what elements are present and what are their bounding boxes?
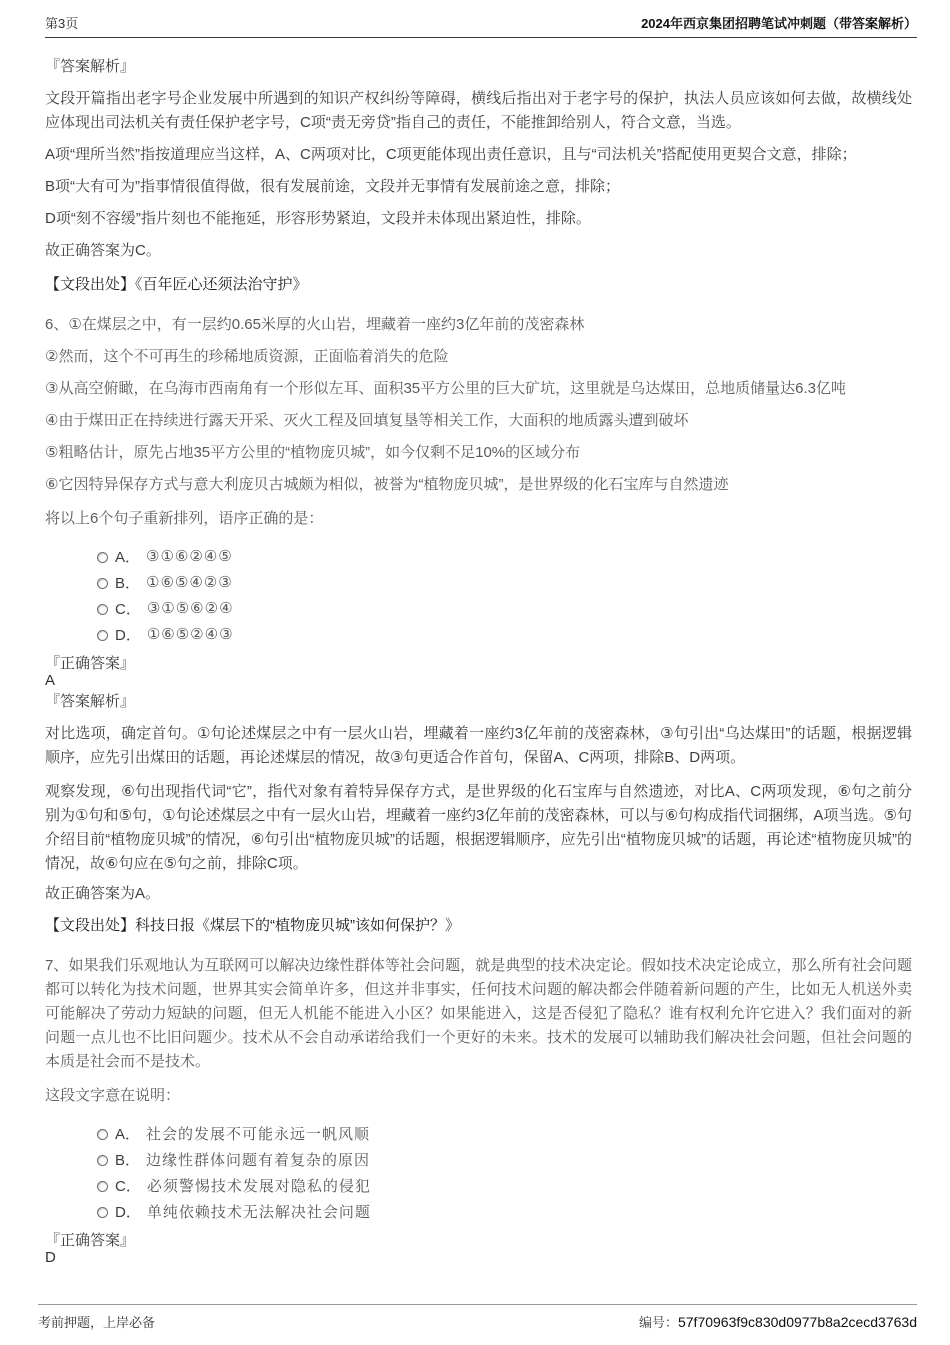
option-letter: B． — [115, 574, 141, 592]
analysis-label: 『答案解析』 — [45, 693, 136, 710]
question-prompt: 这段文字意在说明： — [45, 1087, 181, 1104]
radio-button[interactable] — [97, 604, 108, 615]
analysis-paragraph: B项“大有可为”指事情很值得做，很有发展前途，文段并无事情有发展前途之意，排除； — [45, 178, 620, 195]
option-row-a[interactable] — [45, 1120, 912, 1146]
radio-button[interactable] — [97, 630, 108, 641]
option-row-a[interactable] — [45, 543, 912, 569]
correct-answer-label: 『正确答案』 — [45, 1232, 136, 1249]
correct-answer-label: 『正确答案』 — [45, 655, 136, 672]
option-text: 边缘性群体问题有着复杂的原因 — [146, 1151, 371, 1169]
analysis-paragraph: 对比选项，确定首句。①句论述煤层之中有一层火山岩，埋藏着一座约3亿年前的茂密森林，③句引出“乌达煤田”的话题，根据逻辑顺序，应先引出煤田的话题，再论述煤层的情况，故③句更适合作首句，保留A、C两项，排除B、D两项。 — [45, 725, 912, 766]
analysis-paragraph: 观察发现，⑥句出现指代词“它”，指代对象有着特异保存方式，是世界级的化石宝库与自然遗迹，对比A、C两项发现，⑥句之前分别为①句和⑤句，①句论述煤层之中有一层火山岩，埋藏着一座约3亿年前的茂密森林，可以与⑥句构成指代词捆绑，A项当选。⑤句介绍目前“植物庞贝城”的情况，⑥句引出“植物庞贝城”的话题，根据逻辑顺序，应先引出“植物庞贝城”的话题，再论述“植物庞贝城”的情况，故⑥句应在⑤句之前，排除C项。 — [45, 783, 912, 872]
analysis-label: 『答案解析』 — [45, 58, 136, 75]
question-sentence: ②然而，这个不可再生的珍稀地质资源，正面临着消失的危险 — [45, 348, 449, 365]
analysis-paragraph: A项“理所当然”指按道理应当这样，A、C两项对比，C项更能体现出责任意识，且与“司法机关”搭配使用更契合文意，排除； — [45, 146, 857, 163]
correct-answer-value: A — [45, 672, 56, 689]
radio-button[interactable] — [97, 1155, 108, 1166]
option-letter: D． — [115, 626, 141, 644]
serial-label: 编号： — [638, 1315, 678, 1330]
question-sentence: ③从高空俯瞰，在乌海市西南角有一个形似左耳、面积35平方公里的巨大矿坑，这里就是乌达煤田，总地质储量达6.3亿吨 — [45, 380, 846, 397]
option-letter: C． — [115, 1177, 141, 1195]
page-footer — [38, 1304, 917, 1331]
option-text: 单纯依赖技术无法解决社会问题 — [146, 1203, 371, 1221]
question-sentence: ⑥它因特异保存方式与意大利庞贝古城颇为相似，被誉为“植物庞贝城”，是世界级的化石宝库与自然遗迹 — [45, 476, 729, 493]
radio-button[interactable] — [97, 1181, 108, 1192]
option-row-b[interactable] — [45, 569, 912, 595]
question-sentence: ⑤粗略估计，原先占地35平方公里的“植物庞贝城”，如今仅剩不足10%的区域分布 — [45, 444, 581, 461]
radio-button[interactable] — [97, 578, 108, 589]
analysis-paragraph: 文段开篇指出老字号企业发展中所遇到的知识产权纠纷等障碍，横线后指出对于老字号的保护，执法人员应该如何去做，故横线处应体现出司法机关有责任保护老字号，C项“责无旁贷”指自己的责任，不能推卸给别人，符合文意，当选。 — [45, 90, 912, 131]
conclusion-text: 故正确答案为A。 — [45, 885, 161, 902]
option-text: ①⑥⑤②④③ — [146, 626, 234, 643]
question-prompt: 将以上6个句子重新排列，语序正确的是： — [45, 510, 324, 527]
option-row-d[interactable] — [45, 1198, 912, 1224]
option-text: ①⑥⑤④②③ — [146, 574, 233, 591]
footer-slogan: 考前押题，上岸必备 — [38, 1315, 156, 1330]
q6-options — [45, 543, 912, 647]
serial-number: 57f70963f9c830d0977b8a2cecd3763d — [677, 1314, 917, 1330]
option-text: 必须警惕技术发展对隐私的侵犯 — [146, 1177, 371, 1195]
correct-answer-value: D — [45, 1249, 56, 1266]
document-title: 2024年西京集团招聘笔试冲刺题（带答案解析） — [641, 16, 917, 31]
option-row-d[interactable] — [45, 621, 912, 647]
source-reference: 【文段出处】《百年匠心还须法治守护》 — [45, 276, 308, 293]
option-text: ③①⑤⑥②④ — [146, 600, 234, 617]
radio-button[interactable] — [97, 1207, 108, 1218]
option-row-c[interactable] — [45, 1172, 912, 1198]
option-letter: A． — [115, 1125, 141, 1143]
question-sentence: ④由于煤田正在持续进行露天开采、灭火工程及回填复垦等相关工作，大面积的地质露头遭到破坏 — [45, 412, 689, 429]
option-text: ③①⑥②④⑤ — [146, 548, 233, 565]
question-stem: 7、如果我们乐观地认为互联网可以解决边缘性群体等社会问题，就是典型的技术决定论。假如技术决定论成立，那么所有社会问题都可以转化为技术问题，世界其实会简单许多，但这并非事实，任何技术问题的解决都会伴随着新问题的产生，比如无人机送外卖可能解决了劳动力短缺的问题，但无人机能不能进入小区？如果能进入，这是否侵犯了隐私？谁有权利允许它进入？我们面对的新问题一点儿也不比旧问题少。技术从不会自动承诺给我们一个更好的未来。技术的发展可以辅助我们解决社会问题，但社会问题的本质是社会而不是技术。 — [45, 957, 912, 1070]
footer-serial — [639, 1312, 917, 1331]
option-row-c[interactable] — [45, 595, 912, 621]
page-number: 第3页 — [45, 16, 79, 31]
analysis-paragraph: D项“刻不容缓”指片刻也不能拖延，形容形势紧迫，文段并未体现出紧迫性，排除。 — [45, 210, 591, 227]
radio-button[interactable] — [97, 552, 108, 563]
q7-options — [45, 1120, 912, 1224]
option-letter: B． — [115, 1151, 141, 1169]
option-letter: C． — [115, 600, 141, 618]
page-header — [45, 0, 917, 38]
document-body — [0, 38, 950, 1266]
question-sentence: 6、①在煤层之中，有一层约0.65米厚的火山岩，埋藏着一座约3亿年前的茂密森林 — [45, 316, 585, 333]
option-row-b[interactable] — [45, 1146, 912, 1172]
option-text: 社会的发展不可能永远一帆风顺 — [146, 1125, 371, 1143]
radio-button[interactable] — [97, 1129, 108, 1140]
source-reference: 【文段出处】科技日报《煤层下的“植物庞贝城”该如何保护？》 — [45, 917, 460, 934]
conclusion-text: 故正确答案为C。 — [45, 242, 161, 259]
option-letter: A． — [115, 548, 141, 566]
option-letter: D． — [115, 1203, 141, 1221]
